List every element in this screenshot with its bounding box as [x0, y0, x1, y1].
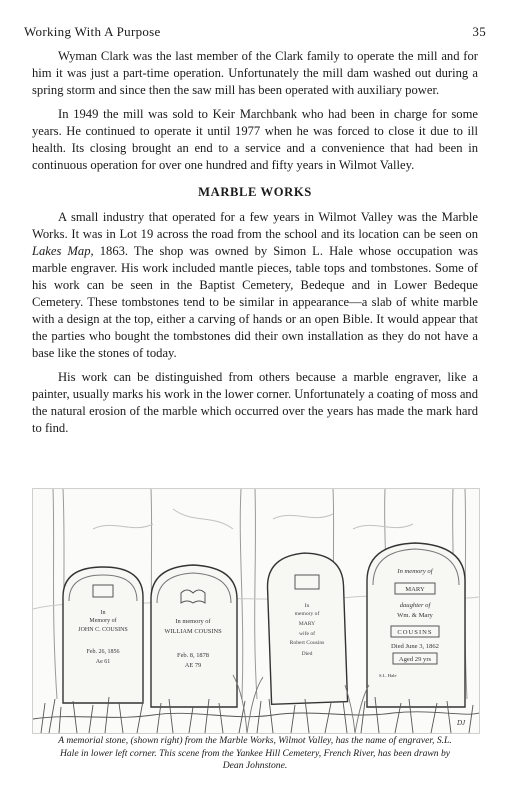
map-title: Lakes Map,	[32, 244, 94, 258]
stone-2-line-2: WILLIAM COUSINS	[164, 628, 222, 635]
paragraph-mill-1: Wyman Clark was the last member of the Clark family to operate the mill and for him it was just a part-time operation. Unfortunately the mill dam washed out during a spring storm and since then the saw mill has been operated with auxiliary power.	[32, 49, 478, 97]
paragraph-marble-1	[32, 209, 478, 362]
paragraph-marble-1-start: A small industry that operated for a few years in Wilmot Valley was the Marble Works. It was in Lot 19 across the road from the school and its location can be seen on	[32, 210, 478, 241]
artist-signature: DJ	[457, 719, 466, 727]
page-number: 35	[472, 24, 486, 39]
stone-3-line-2: memory of	[294, 611, 320, 617]
stone-4-line-3: daughter of	[399, 602, 431, 609]
stone-2-line-4: AE 79	[184, 662, 202, 669]
paragraph-marble-1-end: 1863. The shop was owned by Simon L. Hale whose occupation was marble engraver. His work included mantle pieces, table tops and tombstones. Some of his work can be seen in the Baptist Cemetery, Bedeque and in Lower Bedeque Cemetery. These tombstones tend to be similar in appearance—a slab of white marble with a design at the top, either a carving of hands or an open Bible. It would appear that the parties who bought the tombstones did their own installation as they do not have a base like the stones of today.	[32, 244, 478, 360]
gravestone-mary-cousins	[367, 543, 465, 707]
stone-3-line-6: Died	[301, 651, 313, 657]
stone-4-line-2: MARY	[405, 586, 425, 593]
stone-4-line-7: Aged 29 yrs	[398, 656, 432, 663]
stone-4-line-6: Died June 3, 1862	[391, 643, 439, 650]
cemetery-drawing	[33, 489, 479, 733]
stone-1-line-5: Ae 61	[95, 659, 111, 665]
stone-3-line-5: Robert Cousins	[289, 640, 325, 646]
stone-3-line-1: In	[304, 603, 310, 609]
stone-3-line-3: MARY	[298, 621, 316, 627]
stone-1-line-3: JOHN C. COUSINS	[78, 627, 128, 633]
gravestone-mary-wife	[266, 552, 347, 705]
running-title: Working With A Purpose	[24, 24, 161, 39]
stone-1-line-2: Memory of	[89, 618, 117, 624]
running-head	[24, 24, 486, 40]
section-heading: MARBLE WORKS	[198, 185, 312, 199]
gravestone-john-cousins	[63, 567, 143, 703]
figure-caption: A memorial stone, (shown right) from the Marble Works, Wilmot Valley, has the name of engraver, S.L. Hale in lower left corner. This scene from the Yankee Hill Cemetery, French River, has been drawn by Dean Johnstone.	[58, 735, 452, 771]
gravestone-william-cousins	[151, 565, 237, 707]
stone-4-engraver-mark: S.L. Hale	[379, 673, 397, 678]
stone-1-line-4: Feb. 26, 1856	[86, 649, 120, 655]
body-text	[32, 48, 478, 444]
stone-4-line-4: Wm. & Mary	[397, 612, 433, 619]
stone-1-line-1: In	[100, 610, 106, 616]
stone-3-line-4: wife of	[299, 631, 315, 637]
stone-2-line-1: In memory of	[175, 618, 211, 625]
stone-4-line-1: In memory of	[397, 568, 433, 575]
stone-2-line-3: Feb. 8, 1878	[177, 652, 209, 659]
paragraph-mill-2: In 1949 the mill was sold to Keir Marchbank who had been in charge for some years. He continued to operate it until 1977 when he was forced to close it due to ill health. Its closing brought an end to a service and a convenience that had been in continuous operation for over one hundred and fifty years in Wilmot Valley.	[32, 107, 478, 172]
stone-4-line-5: COUSINS	[397, 629, 433, 636]
cemetery-illustration	[32, 488, 480, 734]
paragraph-marble-2: His work can be distinguished from others because a marble engraver, like a painter, usually marks his work in the lower corner. Unfortunately a coating of moss and the natural erosion of the marble which occurred over the years has made the mark hard to find.	[32, 370, 478, 435]
